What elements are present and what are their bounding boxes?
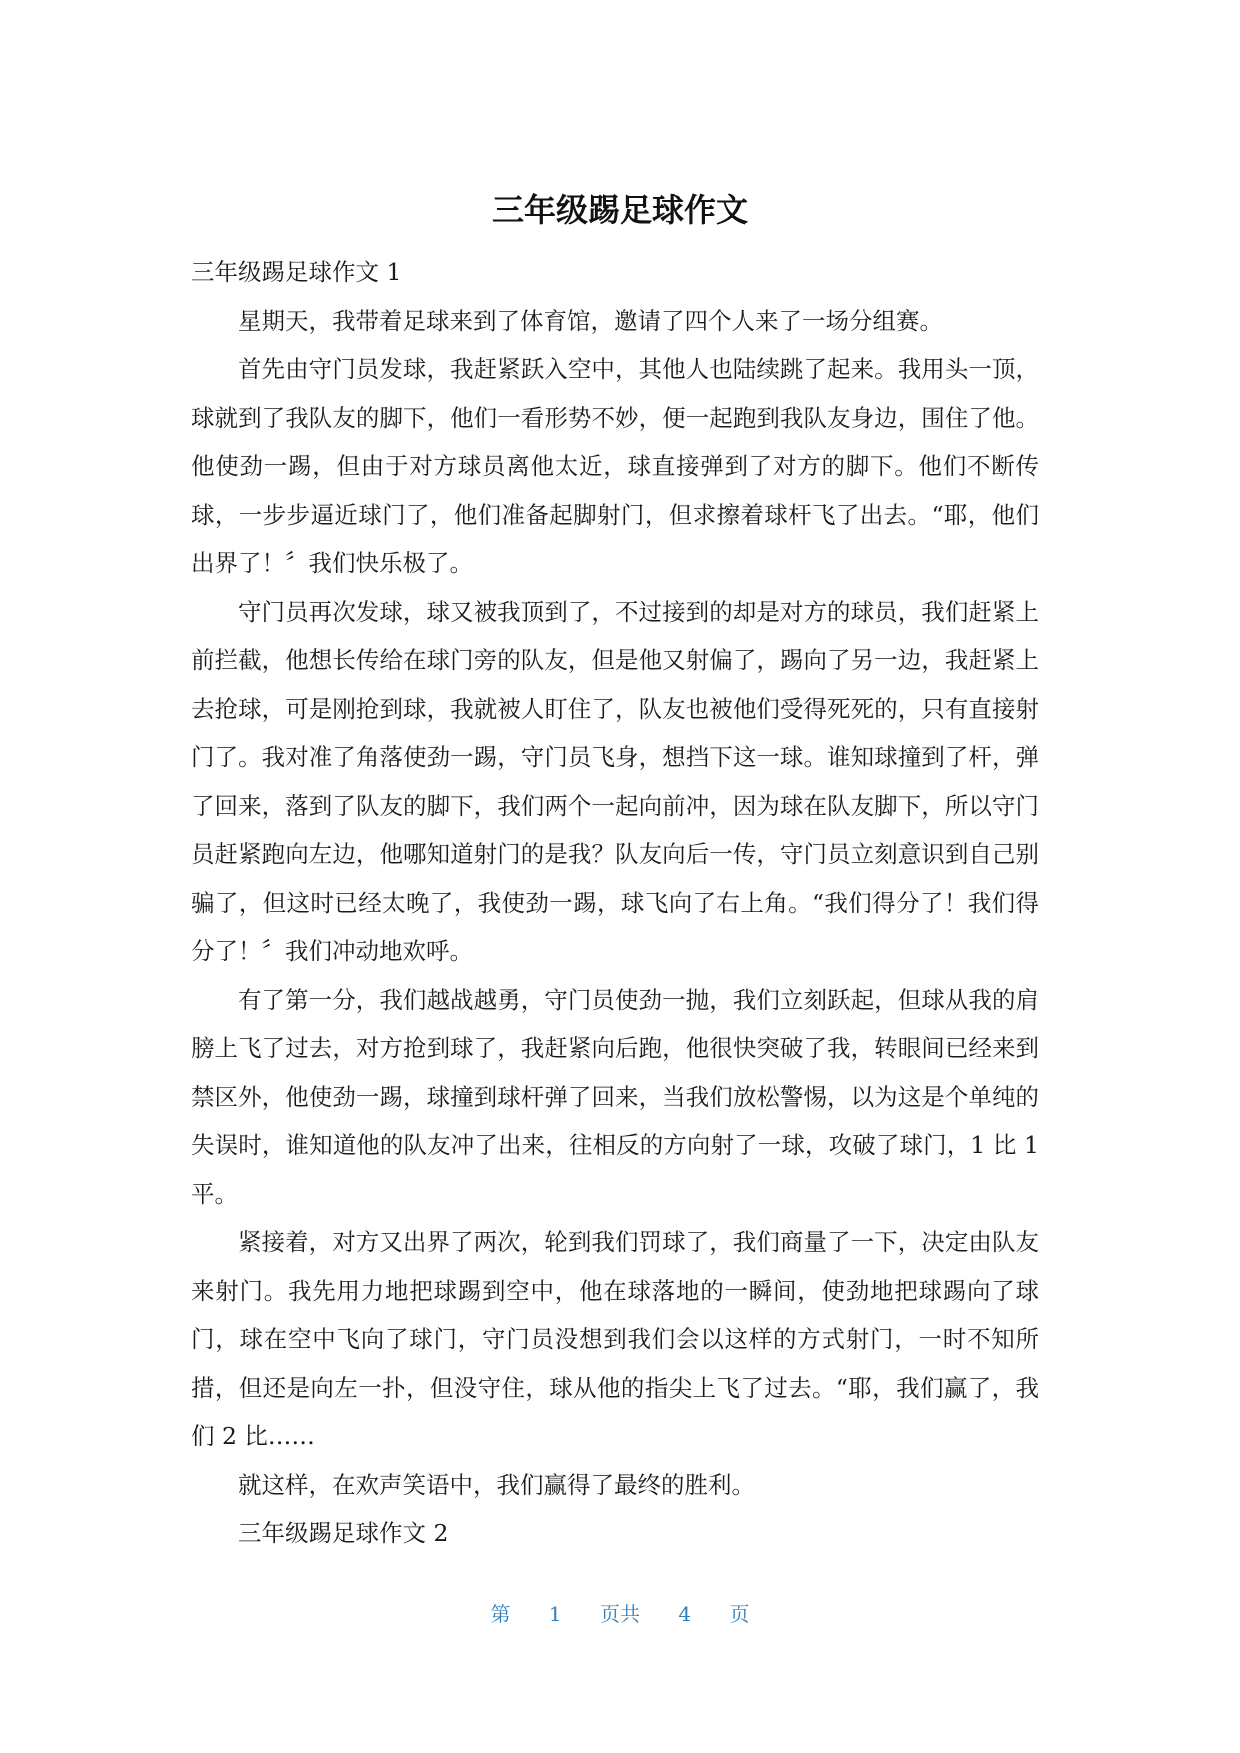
section-heading: 三年级踢足球作文 2 [238, 1519, 449, 1547]
section-heading: 三年级踢足球作文 1 [191, 258, 402, 286]
footer-label-pages: 页 [729, 1602, 750, 1626]
paragraph: 有了第一分，我们越战越勇，守门员使劲一抛，我们立刻跃起，但球从我的肩膀上飞了过去，对方抢到球了，我赶紧向后跑，他很快突破了我，转眼间已经来到禁区外，他使劲一踢，球撞到球杆弹了回来，当我们放松警惕，以为这是个单纯的失误时，谁知道他的队友冲了出来，往相反的方向射了一球，攻破了球门，1 比 1 平。 [191, 985, 1039, 1208]
page-footer [0, 1600, 1240, 1628]
paragraph: 守门员再次发球，球又被我顶到了，不过接到的却是对方的球员，我们赶紧上前拦截，他想长传给在球门旁的队友，但是他又射偏了，踢向了另一边，我赶紧上去抢球，可是刚抢到球，我就被人盯住了，队友也被他们受得死死的，只有直接射门了。我对准了角落使劲一踢，守门员飞身，想挡下这一球。谁知球撞到了杆，弹了回来，落到了队友的脚下，我们两个一起向前冲，因为球在队友脚下，所以守门员赶紧跑向左边，他哪知道射门的是我？队友向后一传，守门员立刻意识到自己别骗了，但这时已经太晚了，我使劲一踢，球飞向了右上角。“我们得分了！我们得分了！〞我们冲动地欢呼。 [191, 597, 1039, 965]
footer-current-page: 1 [548, 1602, 562, 1626]
paragraph: 就这样，在欢声笑语中，我们赢得了最终的胜利。 [238, 1470, 755, 1499]
footer-total-pages: 4 [678, 1602, 692, 1626]
document-title: 三年级踢足球作文 [491, 191, 748, 229]
footer-label-page: 第 [490, 1602, 511, 1626]
paragraph: 紧接着，对方又出界了两次，轮到我们罚球了，我们商量了一下，决定由队友来射门。我先用力地把球踢到空中，他在球落地的一瞬间，使劲地把球踢向了球门，球在空中飞向了球门，守门员没想到我们会以这样的方式射门，一时不知所措，但还是向左一扑，但没守住，球从他的指尖上飞了过去。“耶，我们赢了，我们 2 比…… [191, 1228, 1039, 1450]
footer-label-of: 页共 [600, 1602, 640, 1626]
paragraph: 星期天，我带着足球来到了体育馆，邀请了四个人来了一场分组赛。 [238, 306, 943, 335]
paragraph: 首先由守门员发球，我赶紧跃入空中，其他人也陆续跳了起来。我用头一顶，球就到了我队友的脚下，他们一看形势不妙，便一起跑到我队友身边，围住了他。他使劲一踢，但由于对方球员离他太近，球直接弹到了对方的脚下。他们不断传球，一步步逼近球门了，他们准备起脚射门，但求擦着球杆飞了出去。“耶，他们出界了！〞我们快乐极了。 [191, 355, 1039, 577]
document-body [191, 248, 1039, 1558]
